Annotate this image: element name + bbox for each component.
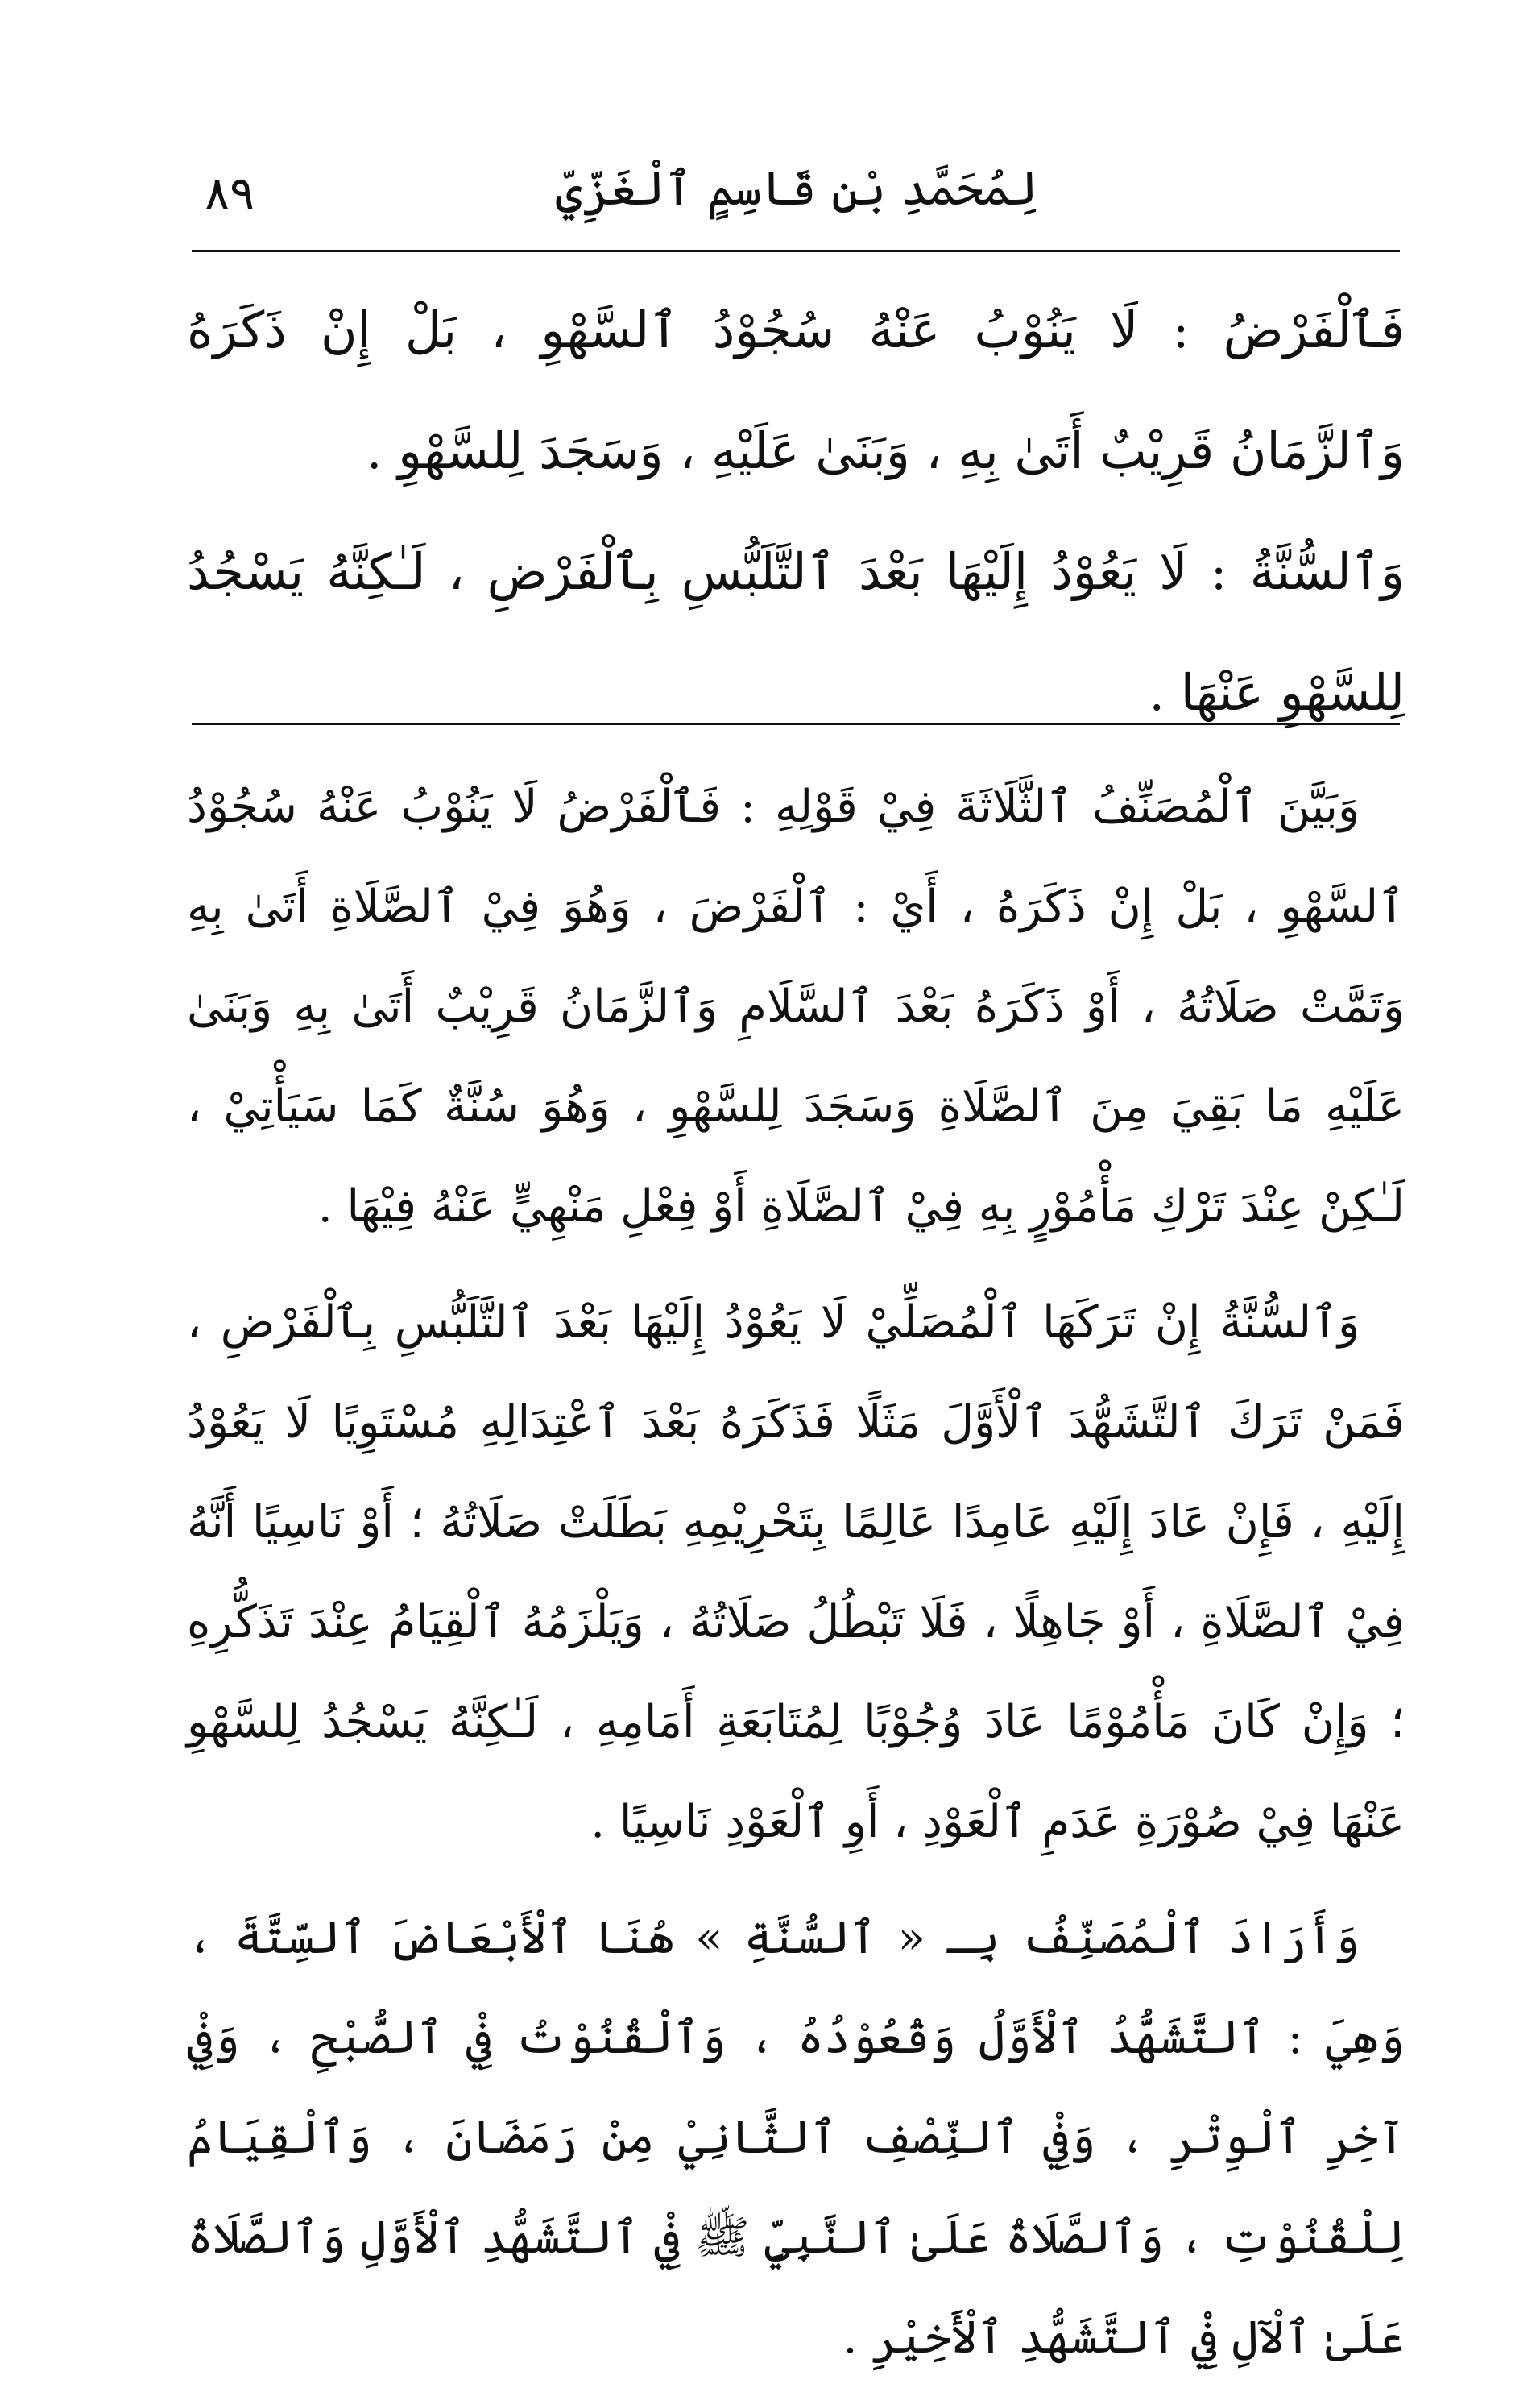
matn-paragraph: وَٱلسُّنَّةُ : لَا يَعُوْدُ إِلَيْهَا بَعْدَ ٱلتَّلَبُّسِ بِٱلْفَرْضِ ، لَـٰكِنَّهُ يَسْجُدُ لِلسَّهْوِ عَنْهَا . xyxy=(187,542,1405,722)
matn-paragraph: فَٱلْفَرْضُ : لَا يَنُوْبُ عَنْهُ سُجُوْدُ ٱلسَّهْوِ ، بَلْ إِنْ ذَكَرَهُ وَٱلزَّمَانُ قَرِيْبٌ أَتَىٰ بِهِ ، وَبَنَىٰ عَلَيْهِ ، وَسَجَدَ لِلسَّهْوِ . xyxy=(187,301,1405,480)
sharh-paragraph: وَٱلسُّنَّةُ إِنْ تَرَكَهَا ٱلْمُصَلِّيْ لَا يَعُوْدُ إِلَيْهَا بَعْدَ ٱلتَّلَبُّسِ بِٱلْفَرْضِ ، فَمَنْ تَرَكَ ٱلتَّشَهُّدَ ٱلْأَوَّلَ مَثَلًا فَذَكَرَهُ بَعْدَ ٱعْتِدَالِهِ مُسْتَوِيًا لَا يَعُوْدُ إِلَيْهِ ، فَإِنْ عَادَ إِلَيْهِ عَامِدًا عَالِمًا بِتَحْرِيْمِهِ بَطَلَتْ صَلَاتُهُ ؛ أَوْ نَاسِيًا أَنَّهُ فِيْ ٱلصَّلَاةِ ، أَوْ جَاهِلًا ، فَلَا تَبْطُلُ صَلَاتُهُ ، وَيَلْزَمُهُ ٱلْقِيَامُ عِنْدَ تَذَكُّرِهِ ؛ وَإِنْ كَانَ مَأْمُوْمًا عَادَ وُجُوْبًا لِمُتَابَعَةِ أَمَامِهِ ، لَـٰكِنَّهُ يَسْجُدُ لِلسَّهْوِ عَنْهَا فِيْ صُوْرَةِ عَدَمِ ٱلْعَوْدِ ، أَوِ ٱلْعَوْدِ نَاسِيًا . xyxy=(187,1296,1405,1848)
running-title: لِمُحَمَّدِ بْنِ قَاسِمٍ ٱلْغَزِّيِّ xyxy=(555,161,1038,216)
header-rule xyxy=(192,250,1400,252)
sharh-paragraph: وَأَرَادَ ٱلْمُصَنِّفُ بِـ « ٱلسُّنَّةِ » هُنَا ٱلْأَبْعَاضَ ٱلسِّتَّةَ ، وَهِيَ : ٱلتَّشَهُّدُ ٱلْأَوَّلُ وَقُعُوْدُهُ ، وَٱلْقُنُوْتُ فِيْ ٱلصُّبْحِ ، وَفِيْ آخِرِ ٱلْوِتْرِ ، وَفِيْ ٱلنِّصْفِ ٱلثَّانِيْ مِنْ رَمَضَانَ ، وَٱلْقِيَامُ لِلْقُنُوْتِ ، وَٱلصَّلَاةُ عَلَىٰ ٱلنَّبِيِّ ﷺ فِيْ ٱلتَّشَهُّدِ ٱلْأَوَّلِ وَٱلصَّلَاةُ عَلَىٰ ٱلْآلِ فِيْ ٱلتَّشَهُّدِ ٱلْأَخِيْرِ . xyxy=(187,1912,1405,2364)
page-number: ٨٩ xyxy=(205,166,255,221)
section-divider xyxy=(192,723,1400,725)
matn-text xyxy=(187,270,1405,753)
page-header xyxy=(192,161,1401,234)
sharh-paragraph: وَبَيَّنَ ٱلْمُصَنِّفُ ٱلثَّلَاثَةَ فِيْ قَوْلِهِ : فَٱلْفَرْضُ لَا يَنُوْبُ عَنْهُ سُجُوْدُ ٱلسَّهْوِ ، بَلْ إِنْ ذَكَرَهُ ، أَيْ : ٱلْفَرْضَ ، وَهُوَ فِيْ ٱلصَّلَاةِ أَتَىٰ بِهِ وَتَمَّتْ صَلَاتُهُ ، أَوْ ذَكَرَهُ بَعْدَ ٱلسَّلَامِ وَٱلزَّمَانُ قَرِيْبٌ أَتَىٰ بِهِ وَبَنَىٰ عَلَيْهِ مَا بَقِيَ مِنَ ٱلصَّلَاةِ وَسَجَدَ لِلسَّهْوِ ، وَهُوَ سُنَّةٌ كَمَا سَيَأْتِيْ ، لَـٰكِنْ عِنْدَ تَرْكِ مَأْمُوْرٍ بِهِ فِيْ ٱلصَّلَاةِ أَوْ فِعْلِ مَنْهِيٍّ عَنْهُ فِيْهَا . xyxy=(187,781,1405,1233)
sharh-text xyxy=(187,757,1405,2388)
